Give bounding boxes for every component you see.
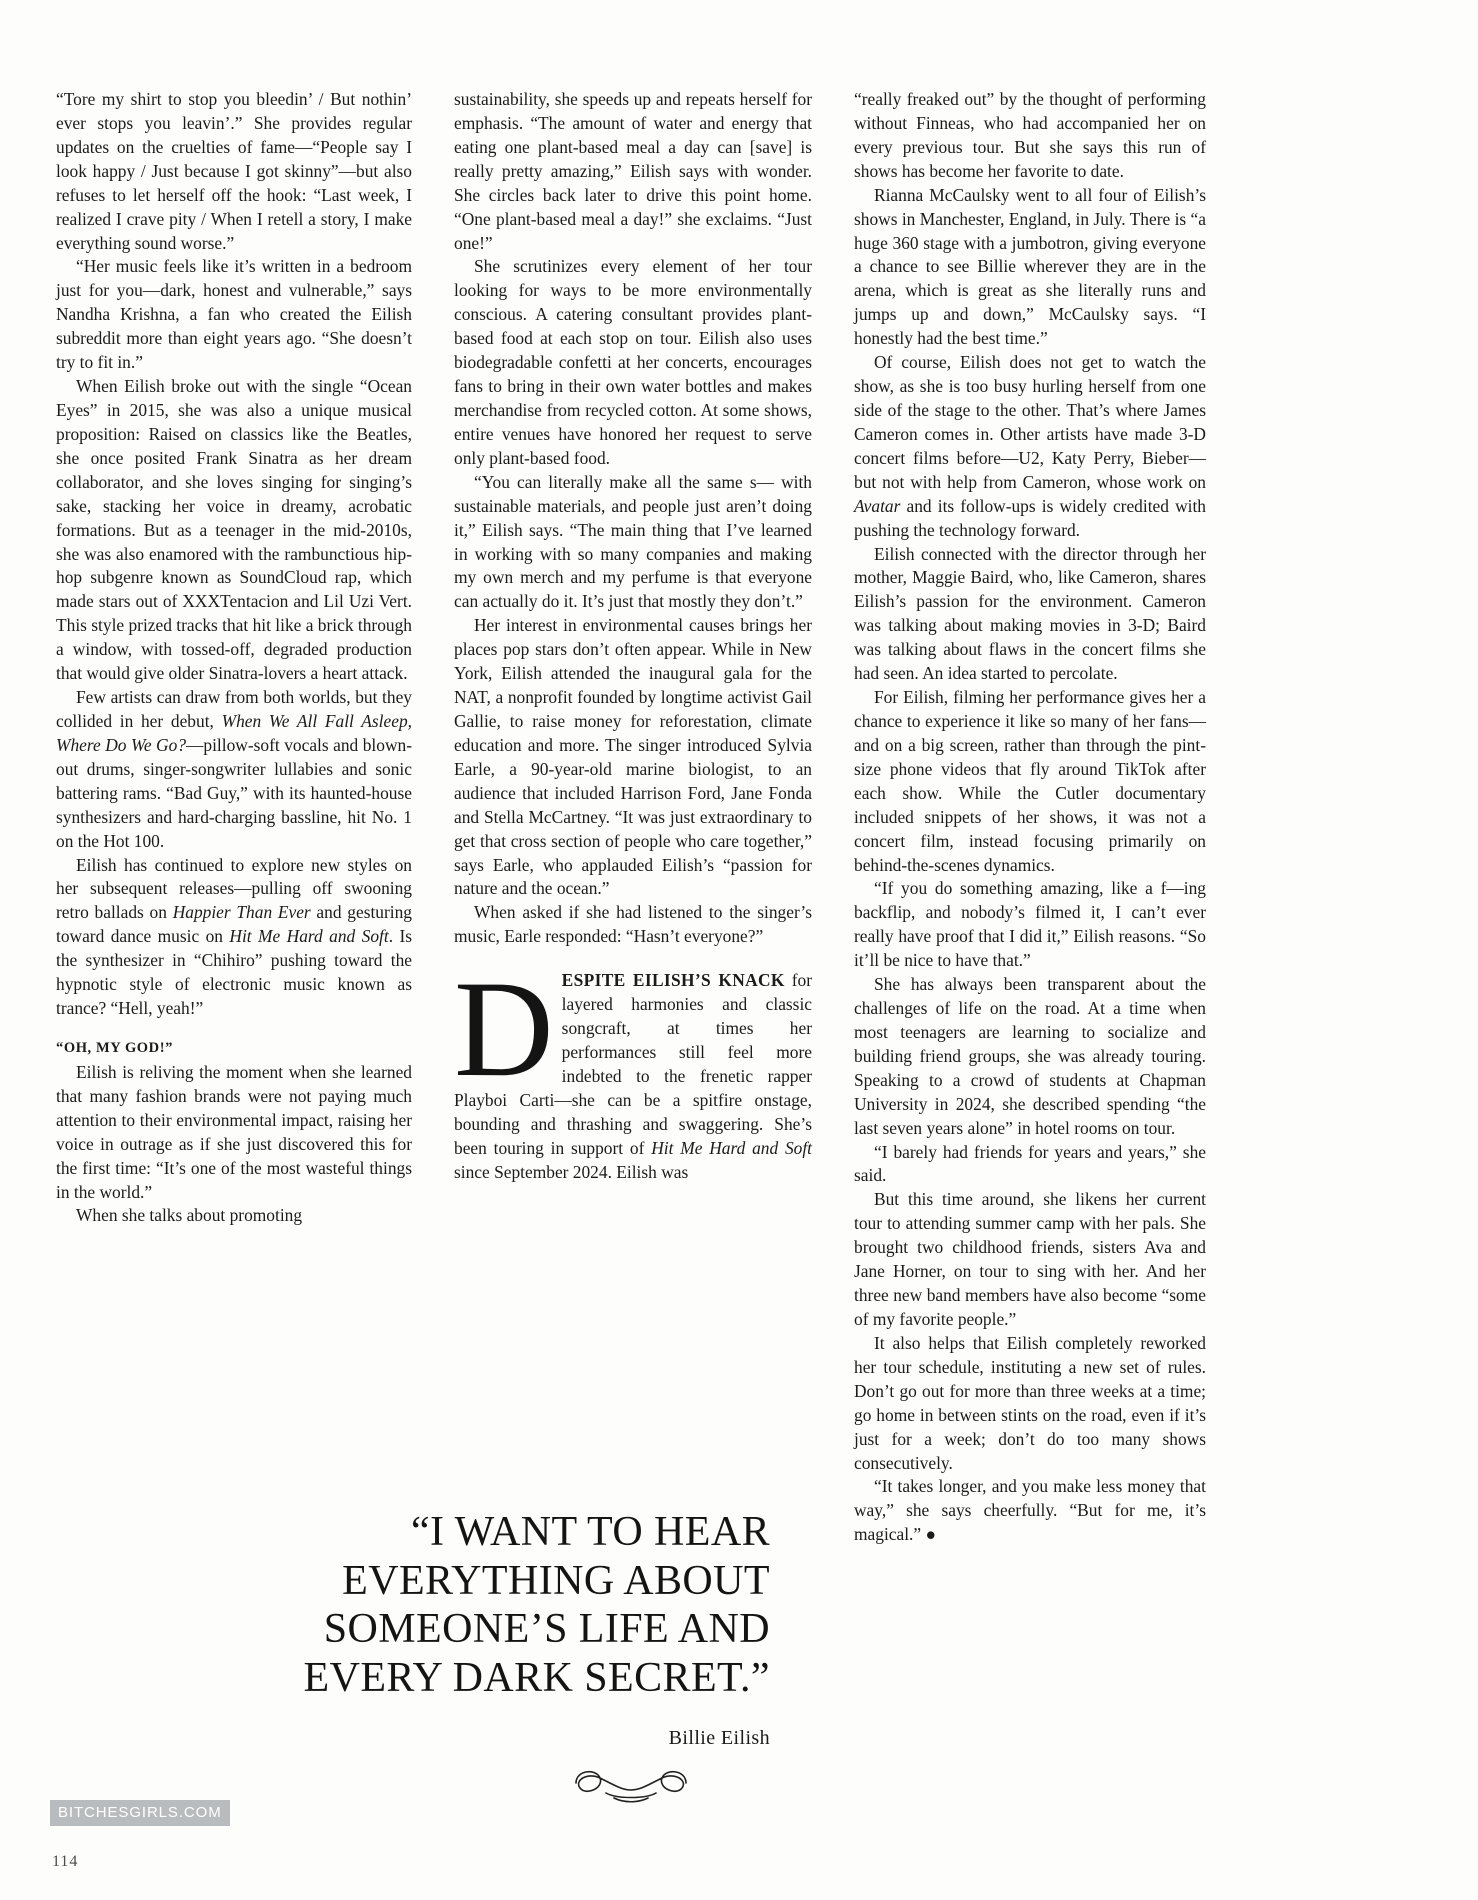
article-columns [56, 88, 1416, 1547]
paragraph: Her interest in environmental causes brings her places pop stars don’t often appear. While in New York, Eilish attended the inaugural gala for the NAT, a nonprofit founded by longtime activist Gail Gallie, to raise money for reforestation, climate education and more. The singer introduced Sylvia Earle, a 90-year-old marine biologist, to an audience that included Harrison Ford, Jane Fonda and Stella McCartney. “It was just extraordinary to get that cross section of people who care together,” says Earle, who applauded Eilish’s “passion for nature and the ocean.” [454, 615, 812, 899]
pull-quote-line: EVERY DARK SECRET.” [303, 1655, 770, 1702]
album-title: Happier Than Ever [172, 902, 311, 923]
pull-quote-line: SOMEONE’S LIFE AND [323, 1606, 770, 1653]
paragraph: “Her music feels like it’s written in a bedroom just for you—dark, honest and vulnerable,” says Nandha Krishna, a fan who created the Eilish subreddit more than eight years ago. “She doesn’t try to fit in.” [56, 256, 412, 373]
column-three [854, 88, 1206, 1547]
pull-quote-line: EVERYTHING ABOUT [342, 1557, 770, 1604]
paragraph: When Eilish broke out with the single “Ocean Eyes” in 2015, she was also a unique musical proposition: Raised on classics like the Beatles, she once posited Frank Sinatra as her dream collaborator, and she loves singing for singing’s sake, stacking her voice in dreamy, acrobatic formations. But as a teenager in the mid-2010s, she was also enamored with the rambunctious hip-hop subgenre known as SoundCloud rap, which made stars out of XXXTentacion and Lil Uzi Vert. This style prized tracks that hit like a brick through a window, with tossed-off, degraded production that would give older Sinatra-lovers a heart attack. [56, 376, 412, 684]
paragraph: sustainability, she speeds up and repeats herself for emphasis. “The amount of water and energy that eating one plant-based meal a day can [save] is really pretty amazing,” Eilish says with wonder. She circles back later to drive this point home. “One plant-based meal a day!” she exclaims. “Just one!” [454, 89, 812, 253]
paragraph: “I barely had friends for years and years,” she said. [854, 1141, 1206, 1186]
album-title: Hit Me Hard and Soft [651, 1137, 812, 1158]
paragraph: Eilish connected with the director through her mother, Maggie Baird, who, like Cameron, shares Eilish’s passion for the environment. Cameron was talking about making movies in 3-D; Baird was talking about flaws in the concert films she had seen. An idea started to percolate. [854, 543, 1206, 684]
section-heading: “OH, MY GOD!” [56, 1039, 173, 1056]
book-title: When We All Fall Asleep, Where Do We Go? [56, 710, 412, 755]
paragraph: “You can literally make all the same s— with sustainable materials, and people just aren’t doing it,” Eilish says. “The main thing that I’ve learned in working with so many companies and making my own merch and my perfume is that everyone can actually do it. It’s just that mostly they don’t.” [454, 471, 812, 612]
text-run: Few artists can draw from both worlds, but they collided in her debut, [56, 687, 412, 731]
text-run: since September 2024. Eilish was [454, 1161, 689, 1182]
paragraph: She has always been transparent about the challenges of life on the road. At a time when most teenagers are learning to socialize and building friend groups, she was already touring. Speaking to a crowd of students at Chapman University in 2024, she described spending “the last seven years alone” in hotel rooms on tour. [854, 974, 1206, 1138]
text-run: for layered harmonies and classic songcraft, at times her performances still feel more indebted to the frenetic rapper Playboi Carti—she can be a spitfire onstage, bounding and thrashing and swaggering. She’s been touring in support of [454, 970, 812, 1158]
film-title: Avatar [854, 495, 901, 516]
paragraph: But this time around, she likens her current tour to attending summer camp with her pals. She brought two childhood friends, sisters Ava and Jane Horner, on tour to sing with her. And her three new band members have also become “some of my favorite people.” [854, 1189, 1206, 1330]
paragraph: When she talks about promoting [76, 1205, 303, 1226]
paragraph-avatar [854, 351, 1206, 542]
paragraph: She scrutinizes every element of her tour looking for ways to be more environmentally conscious. A catering consultant provides plant-based food at each stop on tour. Eilish also uses biodegradable confetti at her concerts, encourages fans to bring in their own water bottles and makes merchandise from recycled cotton. At some shows, entire venues have honored her request to serve only plant-based food. [454, 256, 812, 468]
paragraph: For Eilish, filming her performance gives her a chance to experience it like so many of her fans—and on a big screen, rather than through the pint-size phone videos that fly around TikTok after each show. While the Cutler documentary included snippets of her shows, it was not a concert film, instead focusing primarily on behind-the-scenes dynamics. [854, 687, 1206, 875]
text-run: Of course, Eilish does not get to watch the show, as she is too busy hurling herself from one side of the stage to the other. That’s where James Cameron comes in. Other artists have made 3-D concert films before—U2, Katy Perry, Bieber—but not with help from Cameron, whose work on [854, 352, 1206, 492]
paragraph: “It takes longer, and you make less money that way,” she says cheerfully. “But for me, it’s magical.” ● [854, 1476, 1206, 1545]
paragraph: When asked if she had listened to the singer’s music, Earle responded: “Hasn’t everyone?” [454, 902, 812, 947]
text-run: . Is the synthesizer in “Chihiro” pushing toward the hypnotic style of electronic music known as trance? “Hell, yeah!” [56, 926, 413, 1019]
column-two [454, 88, 812, 1547]
paragraph-new-styles [56, 854, 412, 1021]
paragraph-few-artists [56, 686, 412, 853]
text-run: —pillow-soft vocals and blown-out drums, singer-songwriter lullabies and sonic battering rams. “Bad Guy,” with its haunted-house synthesizers and hard-charging bassline, hit No. 1 on the Hot 100. [56, 734, 412, 851]
text-run: and gesturing toward dance music on [56, 902, 412, 947]
text-run: Eilish has continued to explore new styles on her subsequent releases—pulling off swooning retro ballads on [56, 854, 412, 923]
page-number: 114 [52, 1853, 79, 1870]
album-title: Hit Me Hard and Soft [229, 926, 389, 947]
watermark-badge: BITCHESGIRLS.COM [50, 1800, 230, 1826]
dropcap-paragraph [454, 952, 812, 1184]
paragraph: “Tore my shirt to stop you bleedin’ / But nothin’ ever stops you leavin’.” She provides regular updates on the cruelties of fame—“People say I look happy / Just because I got skinny”—but also refuses to let herself off the hook: “Last week, I realized I crave pity / When I retell a story, I make everything sound worse.” [56, 89, 412, 253]
paragraph: It also helps that Eilish completely reworked her tour schedule, instituting a new set of rules. Don’t go out for more than three weeks at a time; go home in between stints on the road, even if it’s just for a week; don’t do too many shows consecutively. [854, 1332, 1206, 1473]
small-caps-lead: ESPITE EILISH’S KNACK [561, 970, 785, 991]
pull-quote-attribution: Billie Eilish [668, 1726, 770, 1749]
column-one [56, 88, 412, 1547]
paragraph: “If you do something amazing, like a f—ing backflip, and nobody’s filmed it, I can’t ever really have proof that I did it,” Eilish reasons. “So it’ll be nice to have that.” [854, 878, 1206, 971]
pull-quote [90, 1508, 770, 1810]
paragraph: Rianna McCaulsky went to all four of Eilish’s shows in Manchester, England, in July. There is “a huge 360 stage with a jumbotron, giving everyone a chance to see Billie wherever they are in the arena, which is great as she literally runs and jumps up and down,” McCaulsky says. “I honestly had the best time.” [854, 184, 1206, 349]
paragraph: “really freaked out” by the thought of performing without Finneas, who had accompanied her on every previous tour. But she says this run of shows has become her favorite to date. [854, 89, 1206, 181]
paragraph: Eilish is reliving the moment when she learned that many fashion brands were not paying much attention to their environmental impact, raising her voice in outrage as if she just discovered this for the first time: “It’s one of the most wasteful things in the world.” [56, 1061, 412, 1202]
drop-cap-letter: D [454, 952, 554, 1106]
pull-quote-line: “I WANT TO HEAR [410, 1509, 770, 1555]
text-run: and its follow-ups is widely credited with pushing the technology forward. [854, 495, 1206, 540]
